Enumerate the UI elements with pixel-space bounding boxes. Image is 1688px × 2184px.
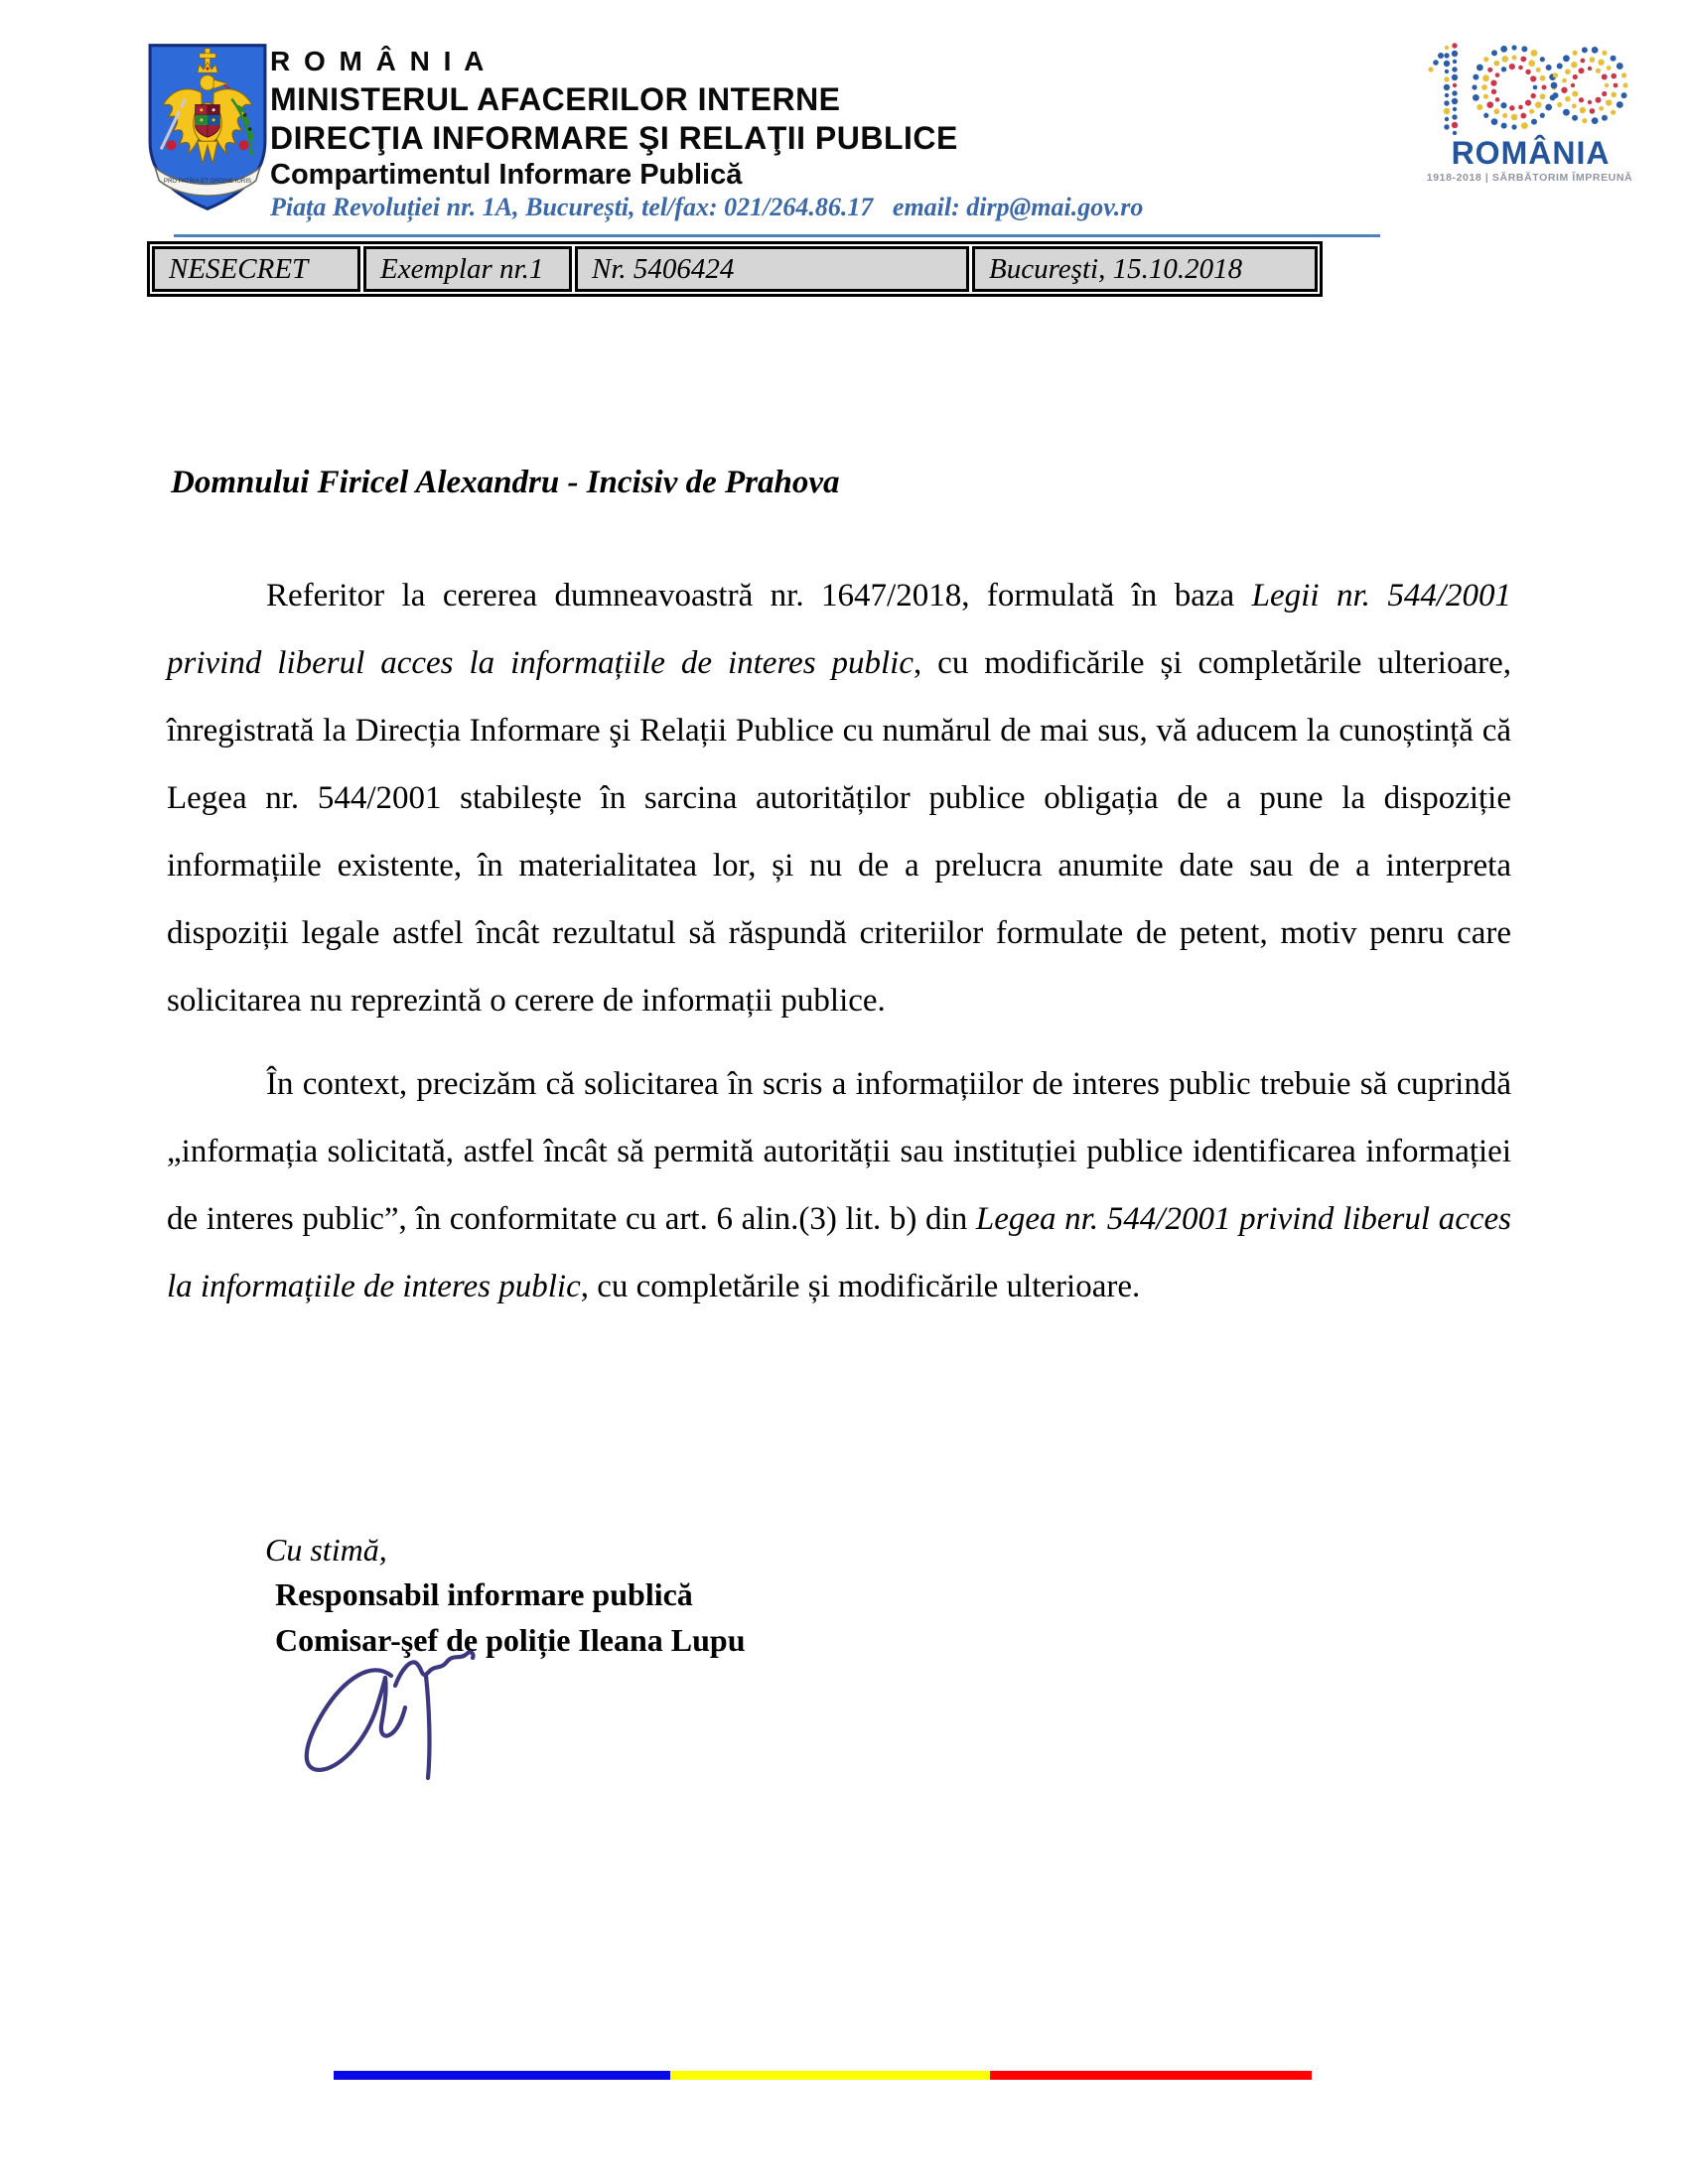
romania-centenary-logo (1423, 36, 1636, 190)
header-divider (174, 234, 1380, 237)
centenary-100-dots-icon (1423, 36, 1636, 135)
tricolor-blue-segment (334, 2071, 670, 2080)
country-title: R O M Â N I A (270, 46, 488, 76)
paragraph-1: Referitor la cererea dumneavoastră nr. 1647/2018, formulată în baza Legii nr. 544/2001 privind liberul acces la informațiile de interes public, cu modificările și completările ulterioare, înregistrată la Direcția Informare şi Relații Publice cu numărul de mai sus, vă aducem la cunoștință că Legea nr. 544/2001 stabilește în sarcina autorităților publice obligația de a pune la dispoziție informațiile existente, în materialitatea lor, și nu de a prelucra anumite date sau de a interpreta dispoziții legale astfel încât rezultatul să răspundă criteriilor formulate de petent, motiv penru care solicitarea nu reprezintă o cerere de informații publice. (167, 578, 1512, 1019)
registration-table (147, 241, 1323, 297)
direction-title: DIRECŢIA INFORMARE ŞI RELAŢII PUBLICE (270, 120, 958, 156)
copy-number-cell: Exemplar nr.1 (363, 246, 572, 292)
centenary-logo-name: ROMÂNIA (1451, 135, 1611, 171)
recipient-line: Domnului Firicel Alexandru - Incisiv de Prahova (171, 465, 840, 500)
contact-address-line: Piața Revoluției nr. 1A, București, tel/fax: 021/264.86.17 email: dirp@mai.gov.ro (270, 193, 1144, 221)
city-date-cell: Bucureşti, 15.10.2018 (972, 246, 1318, 292)
tricolor-bar (334, 2071, 1312, 2080)
tricolor-red-segment (990, 2071, 1312, 2080)
tricolor-yellow-segment (670, 2071, 990, 2080)
paragraph-2: În context, precizăm că solicitarea în scris a informațiilor de interes public trebuie să cuprindă „informația solicitată, astfel încât să permită autorității sau instituției publice identificarea informației de interes public”, în conformitate cu art. 6 alin.(3) lit. b) din Legea nr. 544/2001 privind liberul acces la informațiile de interes public, cu completările și modificările ulterioare. (167, 1066, 1511, 1304)
ministry-title: MINISTERUL AFACERILOR INTERNE (270, 81, 841, 117)
department-title: Compartimentul Informare Publică (270, 159, 743, 191)
handwritten-signature (284, 1646, 492, 1790)
mai-coat-of-arms-icon (145, 40, 270, 212)
reg-number-cell: Nr. 5406424 (575, 246, 969, 292)
classification-cell: NESECRET (152, 246, 360, 292)
coa-motto-text: PRO PATRIA ET ORDINE IURIS (163, 177, 252, 185)
signer-role: Responsabil informare publică (275, 1576, 693, 1612)
centenary-logo-tagline: 1918-2018 | SĂRBĂTORIM ÎMPREUNĂ (1426, 172, 1633, 184)
letter-body (167, 562, 1511, 1336)
closing-salutation: Cu stimă, (265, 1532, 387, 1568)
signer-name: Comisar-şef de poliție Ileana Lupu (275, 1622, 746, 1658)
